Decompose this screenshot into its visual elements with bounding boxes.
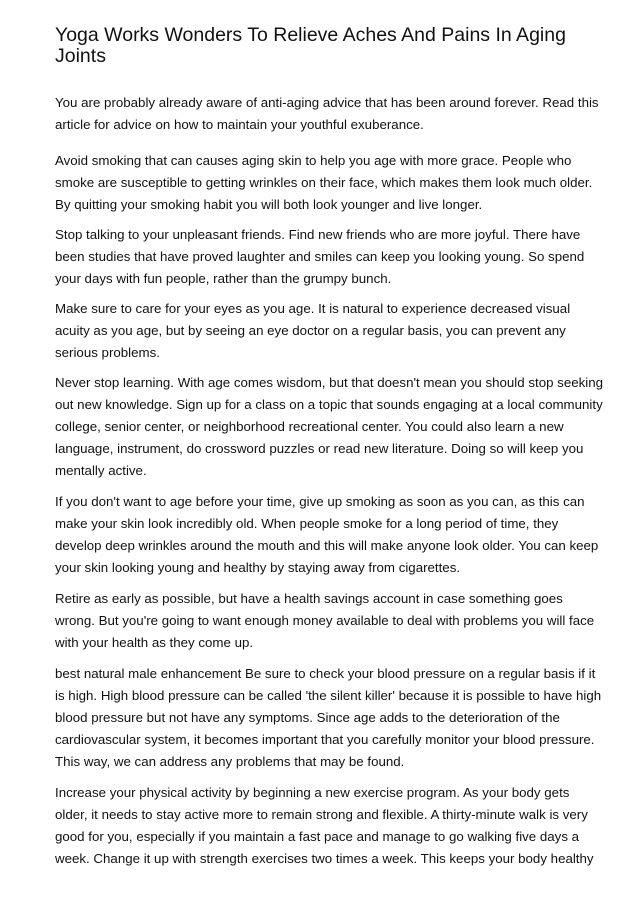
paragraph-line: article for advice on how to maintain your youthful exuberance. — [55, 117, 424, 132]
paragraph-line: serious problems. — [55, 345, 160, 360]
paragraph-line: Never stop learning. With age comes wisdom, but that doesn't mean you should stop seeking — [55, 375, 604, 390]
paragraph-line: week. Change it up with strength exercises two times a week. This keeps your body healthy — [55, 851, 594, 866]
paragraph-line: smoke are susceptible to getting wrinkles on their face, which makes them look much older. — [55, 175, 593, 190]
paragraph-line: This way, we can address any problems that may be found. — [55, 754, 405, 769]
paragraph-line: blood pressure but not have any symptoms. Since age adds to the deterioration of the — [55, 710, 560, 725]
paragraph-7 — [55, 588, 595, 654]
document-title: Yoga Works Wonders To Relieve Aches And Pains In Aging Joints — [55, 24, 566, 67]
paragraph-1 — [55, 92, 599, 136]
paragraph-5 — [55, 372, 604, 482]
paragraph-line: make your skin look incredibly old. When people smoke for a long period of time, they — [55, 516, 559, 531]
paragraph-line: acuity as you age, but by seeing an eye doctor on a regular basis, you can prevent any — [55, 323, 566, 338]
paragraph-line: mentally active. — [55, 463, 147, 478]
paragraph-line: college, senior center, or neighborhood recreational center. You could also learn a new — [55, 419, 564, 434]
paragraph-line: your days with fun people, rather than the grumpy bunch. — [55, 271, 392, 286]
paragraph-line: You are probably already aware of anti-aging advice that has been around forever. Read this — [55, 95, 599, 110]
paragraph-4 — [55, 298, 595, 364]
paragraph-line: By quitting your smoking habit you will both look younger and live longer. — [55, 197, 483, 212]
paragraph-line: If you don't want to age before your time, give up smoking as soon as you can, as this can — [55, 494, 585, 509]
paragraph-line: with your health as they come up. — [55, 635, 254, 650]
paragraph-line: Avoid smoking that can causes aging skin to help you age with more grace. People who — [55, 153, 572, 168]
paragraph-line: develop deep wrinkles around the mouth and this will make anyone look older. You can keep — [55, 538, 599, 553]
paragraph-3 — [55, 224, 595, 290]
paragraph-line: Make sure to care for your eyes as you age. It is natural to experience decreased visual — [55, 301, 571, 316]
paragraph-line: cardiovascular system, it becomes important that you carefully monitor your blood pressure. — [55, 732, 595, 747]
paragraph-6 — [55, 491, 599, 579]
paragraph-line: Increase your physical activity by beginning a new exercise program. As your body gets — [55, 785, 570, 800]
paragraph-line: best natural male enhancement Be sure to check your blood pressure on a regular basis if it — [55, 666, 596, 681]
paragraph-line: out new knowledge. Sign up for a class on a topic that sounds engaging at a local community — [55, 397, 603, 412]
paragraph-line: your skin looking young and healthy by staying away from cigarettes. — [55, 560, 461, 575]
paragraph-9 — [55, 782, 595, 870]
paragraph-line: good for you, especially if you maintain a fast pace and manage to go walking five days a — [55, 829, 580, 844]
paragraph-line: been studies that have proved laughter and smiles can keep you looking young. So spend — [55, 249, 585, 264]
paragraph-2 — [55, 150, 595, 216]
paragraph-line: Retire as early as possible, but have a health savings account in case something goes — [55, 591, 563, 606]
paragraph-line: language, instrument, do crossword puzzles or read new literature. Doing so will keep you — [55, 441, 584, 456]
paragraph-line: is high. High blood pressure can be called 'the silent killer' because it is possible to have high — [55, 688, 602, 703]
paragraph-line: older, it needs to stay active more to remain strong and flexible. A thirty-minute walk is very — [55, 807, 588, 822]
paragraph-line: Stop talking to your unpleasant friends. Find new friends who are more joyful. There have — [55, 227, 581, 242]
paragraph-line: wrong. But you're going to want enough money available to deal with problems you will face — [55, 613, 595, 628]
paragraph-8 — [55, 663, 602, 773]
